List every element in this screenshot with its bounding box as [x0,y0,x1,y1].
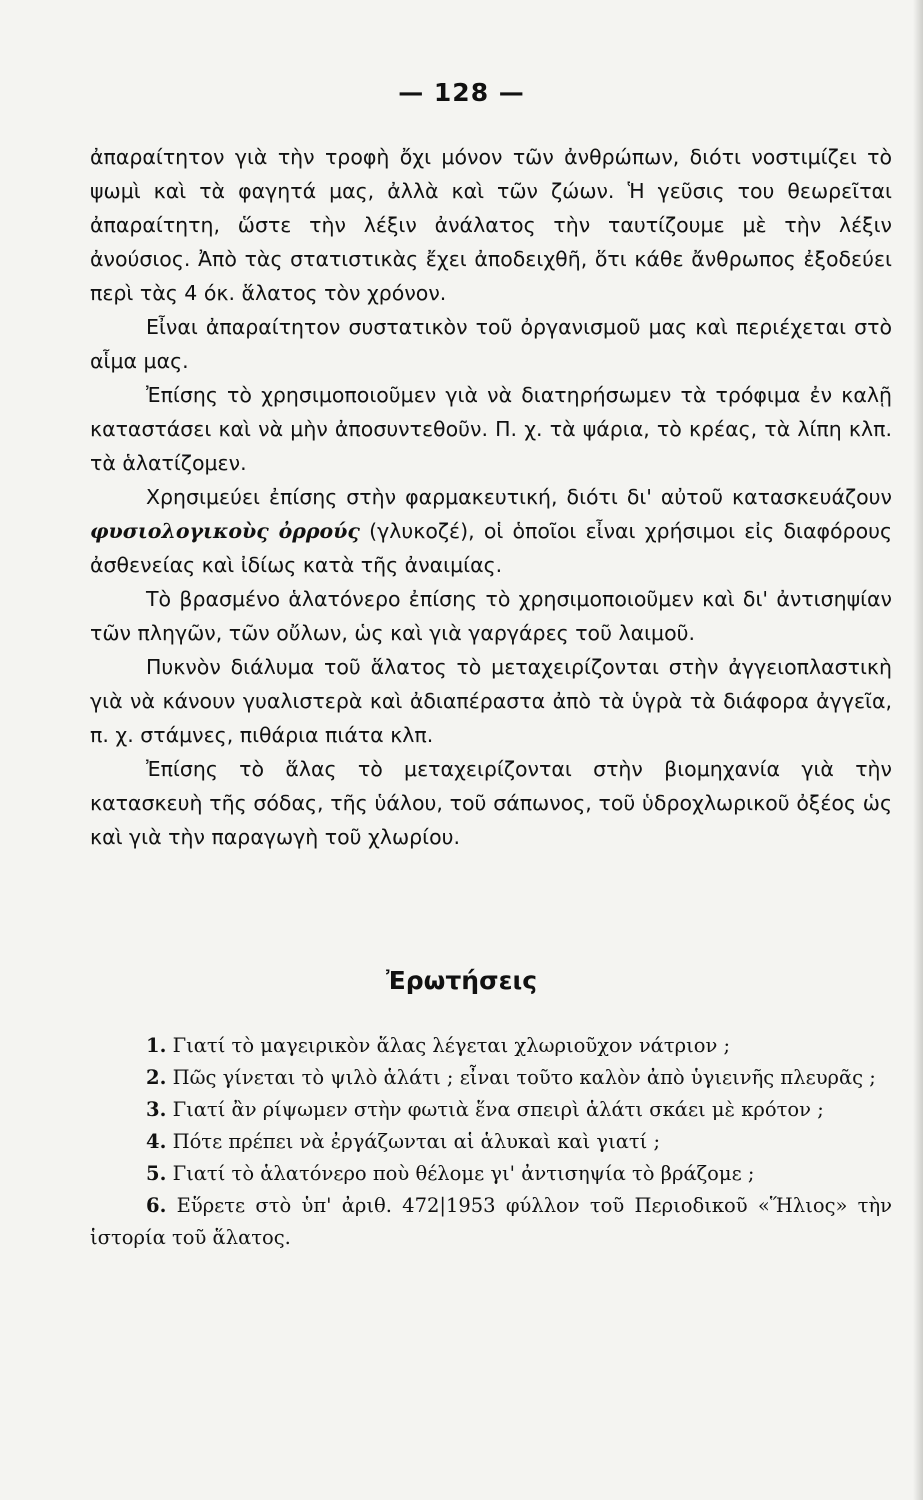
paragraph-7: Ἐπίσης τὸ ἅλας τὸ μεταχειρίζονται στὴν βιομηχανία γιὰ τὴν κατασκευὴ τῆς σόδας, τῆς ὑάλου, τοῦ σάπωνος, τοῦ ὑδροχλωρικοῦ ὀξέος ὡς καὶ γιὰ τὴν παραγωγὴ τοῦ χλωρίου. [90,757,892,849]
question-number: 3. [146,1098,167,1121]
question-number: 4. [146,1130,167,1153]
paragraph-4-emphasis: φυσιολογικοὺς ὀρρούς [90,519,360,543]
question-number: 2. [146,1066,167,1089]
body-text [90,140,892,854]
question-text: Πῶς γίνεται τὸ ψιλὸ ἁλάτι ; εἶναι τοῦτο καλὸν ἀπὸ ὑγιεινῆς πλευρᾶς ; [172,1066,876,1089]
paragraph-6: Πυκνὸν διάλυμα τοῦ ἅλατος τὸ μεταχειρίζονται στὴν ἀγγειοπλαστικὴ γιὰ νὰ κάνουν γυαλιστερὰ καὶ ἀδιαπέραστα ἀπὸ τὰ ὑγρὰ τὰ διάφορα ἀγγεῖα, π. χ. στάμνες, πιθάρια πιάτα κλπ. [90,655,892,747]
page-number: — 128 — [398,78,525,107]
page-edge-shadow [913,0,923,1500]
question-item [90,1030,892,1062]
questions-list [90,1030,892,1254]
question-item [90,1094,892,1126]
question-text: Εὕρετε στὸ ὑπ' ἀριθ. 472|1953 φύλλον τοῦ Περιοδικοῦ «Ἥλιος» τὴν ἱστορία τοῦ ἅλατος. [90,1194,893,1249]
paragraph-4-part-1: Χρησιμεύει ἐπίσης στὴν φαρμακευτική, διότι δι' αὐτοῦ κατασκευάζουν [146,485,892,509]
paragraph-2: Εἶναι ἀπαραίτητον συστατικὸν τοῦ ὀργανισμοῦ μας καὶ περιέχεται στὸ αἷμα μας. [90,315,892,373]
question-number: 5. [146,1162,167,1185]
question-item [90,1126,892,1158]
question-item [90,1158,892,1190]
question-text: Γιατί τὸ ἁλατόνερο ποὺ θέλομε γι' ἀντισηψία τὸ βράζομε ; [172,1162,755,1185]
paragraph-3: Ἐπίσης τὸ χρησιμοποιοῦμεν γιὰ νὰ διατηρήσωμεν τὰ τρόφιμα ἐν καλῇ καταστάσει καὶ νὰ μὴν ἀποσυντεθοῦν. Π. χ. τὰ ψάρια, τὸ κρέας, τὰ λίπη κλπ. τὰ ἁλατίζομεν. [90,383,892,475]
question-number: 6. [146,1194,167,1217]
paragraph-5: Τὸ βρασμένο ἁλατόνερο ἐπίσης τὸ χρησιμοποιοῦμεν καὶ δι' ἀντισηψίαν τῶν πληγῶν, τῶν οὔλων, ὡς καὶ γιὰ γαργάρες τοῦ λαιμοῦ. [90,587,892,645]
section-heading-questions: Ἐρωτήσεις [385,966,538,995]
paragraph-4-part-2: (γλυκοζέ), οἱ ὁποῖοι εἶναι χρήσιμοι εἰς διαφόρους ἀσθενείας καὶ ἰδίως κατὰ τῆς ἀναιμίας. [90,519,892,577]
question-number: 1. [146,1034,167,1057]
paragraph-4 [90,480,892,582]
question-text: Πότε πρέπει νὰ ἐργάζωνται αἱ ἁλυκαὶ καὶ γιατί ; [172,1130,661,1153]
question-text: Γιατί ἂν ρίψωμεν στὴν φωτιὰ ἕνα σπειρὶ ἁλάτι σκάει μὲ κρότον ; [172,1098,824,1121]
question-text: Γιατί τὸ μαγειρικὸν ἅλας λέγεται χλωριοῦχον νάτριον ; [172,1034,731,1057]
paragraph-1: ἀπαραίτητον γιὰ τὴν τροφὴ ὄχι μόνον τῶν ἀνθρώπων, διότι νοστιμίζει τὸ ψωμὶ καὶ τὰ φαγητά μας, ἀλλὰ καὶ τῶν ζώων. Ἡ γεῦσις του θεωρεῖται ἀπαραίτητη, ὥστε τὴν λέξιν ἀνάλατος τὴν ταυτίζουμε μὲ τὴν λέξιν ἀνούσιος. Ἀπὸ τὰς στατιστικὰς ἔχει ἀποδειχθῆ, ὅτι κάθε ἄνθρωπος ἐξοδεύει περὶ τὰς 4 όκ. ἅλατος τὸν χρόνον. [90,145,892,305]
question-item [90,1190,892,1254]
question-item [90,1062,892,1094]
